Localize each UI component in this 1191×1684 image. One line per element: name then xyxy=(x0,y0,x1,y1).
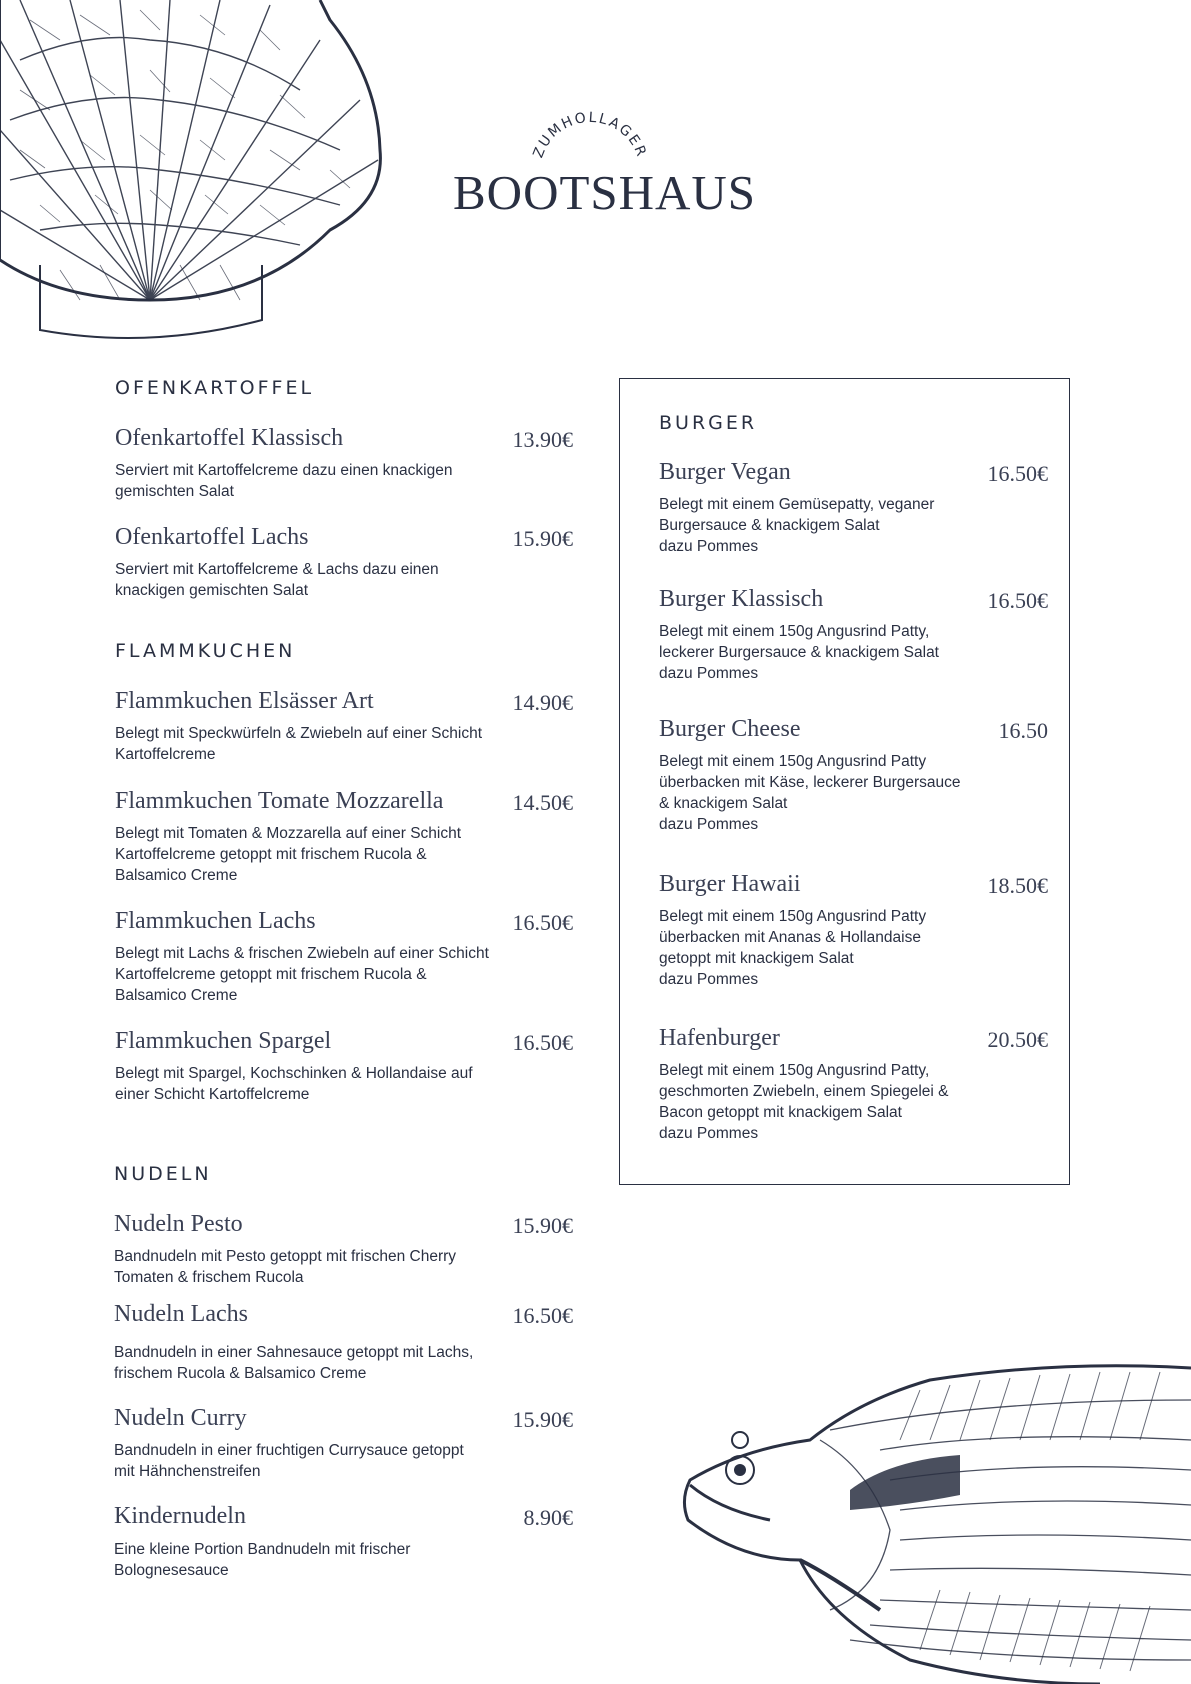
item-price: 16.50€ xyxy=(987,461,1048,486)
section-title-burger: BURGER xyxy=(659,412,758,434)
item-name: Burger Cheese xyxy=(659,716,801,742)
item-price: 20.50€ xyxy=(987,1027,1048,1052)
item-price: 16.50€ xyxy=(512,910,573,935)
menu-item xyxy=(659,586,1048,686)
brand-arc-text: ZUMHOLLAGER xyxy=(530,109,650,161)
item-price: 15.90€ xyxy=(512,526,573,551)
item-description: Eine kleine Portion Bandnudeln mit frischer Bolognesesauce xyxy=(114,1541,411,1579)
item-description: Belegt mit Speckwürfeln & Zwiebeln auf einer Schicht Kartoffelcreme xyxy=(115,725,483,763)
item-description: Belegt mit einem Gemüsepatty, veganer Burgersauce & knackigem Salat dazu Pommes xyxy=(659,496,935,555)
item-price: 15.90€ xyxy=(512,1213,573,1238)
menu-item xyxy=(115,1028,573,1108)
menu-item xyxy=(115,425,573,505)
menu-item xyxy=(114,1503,573,1583)
item-name: Ofenkartoffel Klassisch xyxy=(115,425,344,451)
item-name: Nudeln Pesto xyxy=(114,1211,243,1237)
item-name: Flammkuchen Spargel xyxy=(115,1028,332,1054)
scallop-shell-illustration xyxy=(0,0,390,350)
item-name: Burger Klassisch xyxy=(659,586,824,612)
item-name: Burger Vegan xyxy=(659,459,791,485)
menu-item xyxy=(659,459,1048,559)
section-title-nudeln: NUDELN xyxy=(114,1163,212,1185)
item-name: Nudeln Lachs xyxy=(114,1301,248,1327)
brand-name: BOOTSHAUS xyxy=(453,165,757,220)
item-price: 14.50€ xyxy=(512,790,573,815)
item-description: Belegt mit Lachs & frischen Zwiebeln auf einer Schicht Kartoffelcreme getoppt mit frischem Rucola & Balsamico Creme xyxy=(115,945,489,1004)
item-description: Bandnudeln in einer fruchtigen Currysauce getoppt mit Hähnchenstreifen xyxy=(114,1442,464,1480)
item-description: Belegt mit einem 150g Angusrind Patty, geschmorten Zwiebeln, einem Spiegelei & Bacon getoppt mit knackigem Salat dazu Pommes xyxy=(659,1062,949,1142)
menu-item xyxy=(114,1301,573,1391)
item-price: 8.90€ xyxy=(523,1505,573,1530)
item-price: 16.50€ xyxy=(987,588,1048,613)
item-description: Belegt mit Spargel, Kochschinken & Hollandaise auf einer Schicht Kartoffelcreme xyxy=(115,1065,473,1103)
item-price: 18.50€ xyxy=(987,873,1048,898)
item-price: 16.50 xyxy=(998,718,1048,743)
item-description: Belegt mit einem 150g Angusrind Patty, leckerer Burgersauce & knackigem Salat dazu Pommes xyxy=(659,623,939,682)
section-title-flammkuchen: FLAMMKUCHEN xyxy=(115,640,296,662)
menu-item xyxy=(115,908,573,1008)
item-price: 14.90€ xyxy=(512,690,573,715)
menu-item xyxy=(115,788,573,888)
item-description: Belegt mit einem 150g Angusrind Patty überbacken mit Ananas & Hollandaise getoppt mit knackigem Salat dazu Pommes xyxy=(659,908,927,988)
flatfish-illustration xyxy=(680,1360,1191,1684)
item-name: Flammkuchen Tomate Mozzarella xyxy=(115,788,444,814)
item-description: Serviert mit Kartoffelcreme dazu einen knackigen gemischten Salat xyxy=(115,462,453,500)
menu-item xyxy=(659,716,1048,836)
item-price: 16.50€ xyxy=(512,1030,573,1055)
item-description: Belegt mit Tomaten & Mozzarella auf einer Schicht Kartoffelcreme getoppt mit frischem Rucola & Balsamico Creme xyxy=(115,825,462,884)
item-name: Kindernudeln xyxy=(114,1503,246,1529)
item-name: Hafenburger xyxy=(659,1025,780,1051)
item-price: 16.50€ xyxy=(512,1303,573,1328)
svg-text:ZUMHOLLAGER xyxy=(530,110,649,160)
item-name: Flammkuchen Lachs xyxy=(115,908,316,934)
item-description: Bandnudeln in einer Sahnesauce getoppt mit Lachs, frischem Rucola & Balsamico Creme xyxy=(114,1344,474,1382)
menu-item xyxy=(114,1405,573,1485)
item-name: Ofenkartoffel Lachs xyxy=(115,524,309,550)
item-price: 15.90€ xyxy=(512,1407,573,1432)
menu-item xyxy=(115,524,573,604)
menu-item xyxy=(114,1211,573,1291)
menu-item xyxy=(659,1025,1048,1145)
item-name: Burger Hawaii xyxy=(659,871,801,897)
menu-item xyxy=(659,871,1048,991)
item-description: Belegt mit einem 150g Angusrind Patty überbacken mit Käse, leckerer Burgersauce & knackigem Salat dazu Pommes xyxy=(659,753,961,833)
item-name: Flammkuchen Elsässer Art xyxy=(115,688,374,714)
menu-item xyxy=(115,688,573,768)
item-name: Nudeln Curry xyxy=(114,1405,247,1431)
section-title-ofenkartoffel: OFENKARTOFFEL xyxy=(115,377,315,399)
item-description: Bandnudeln mit Pesto getoppt mit frischen Cherry Tomaten & frischem Rucola xyxy=(114,1248,457,1286)
item-description: Serviert mit Kartoffelcreme & Lachs dazu einen knackigen gemischten Salat xyxy=(115,561,439,599)
item-price: 13.90€ xyxy=(512,427,573,452)
